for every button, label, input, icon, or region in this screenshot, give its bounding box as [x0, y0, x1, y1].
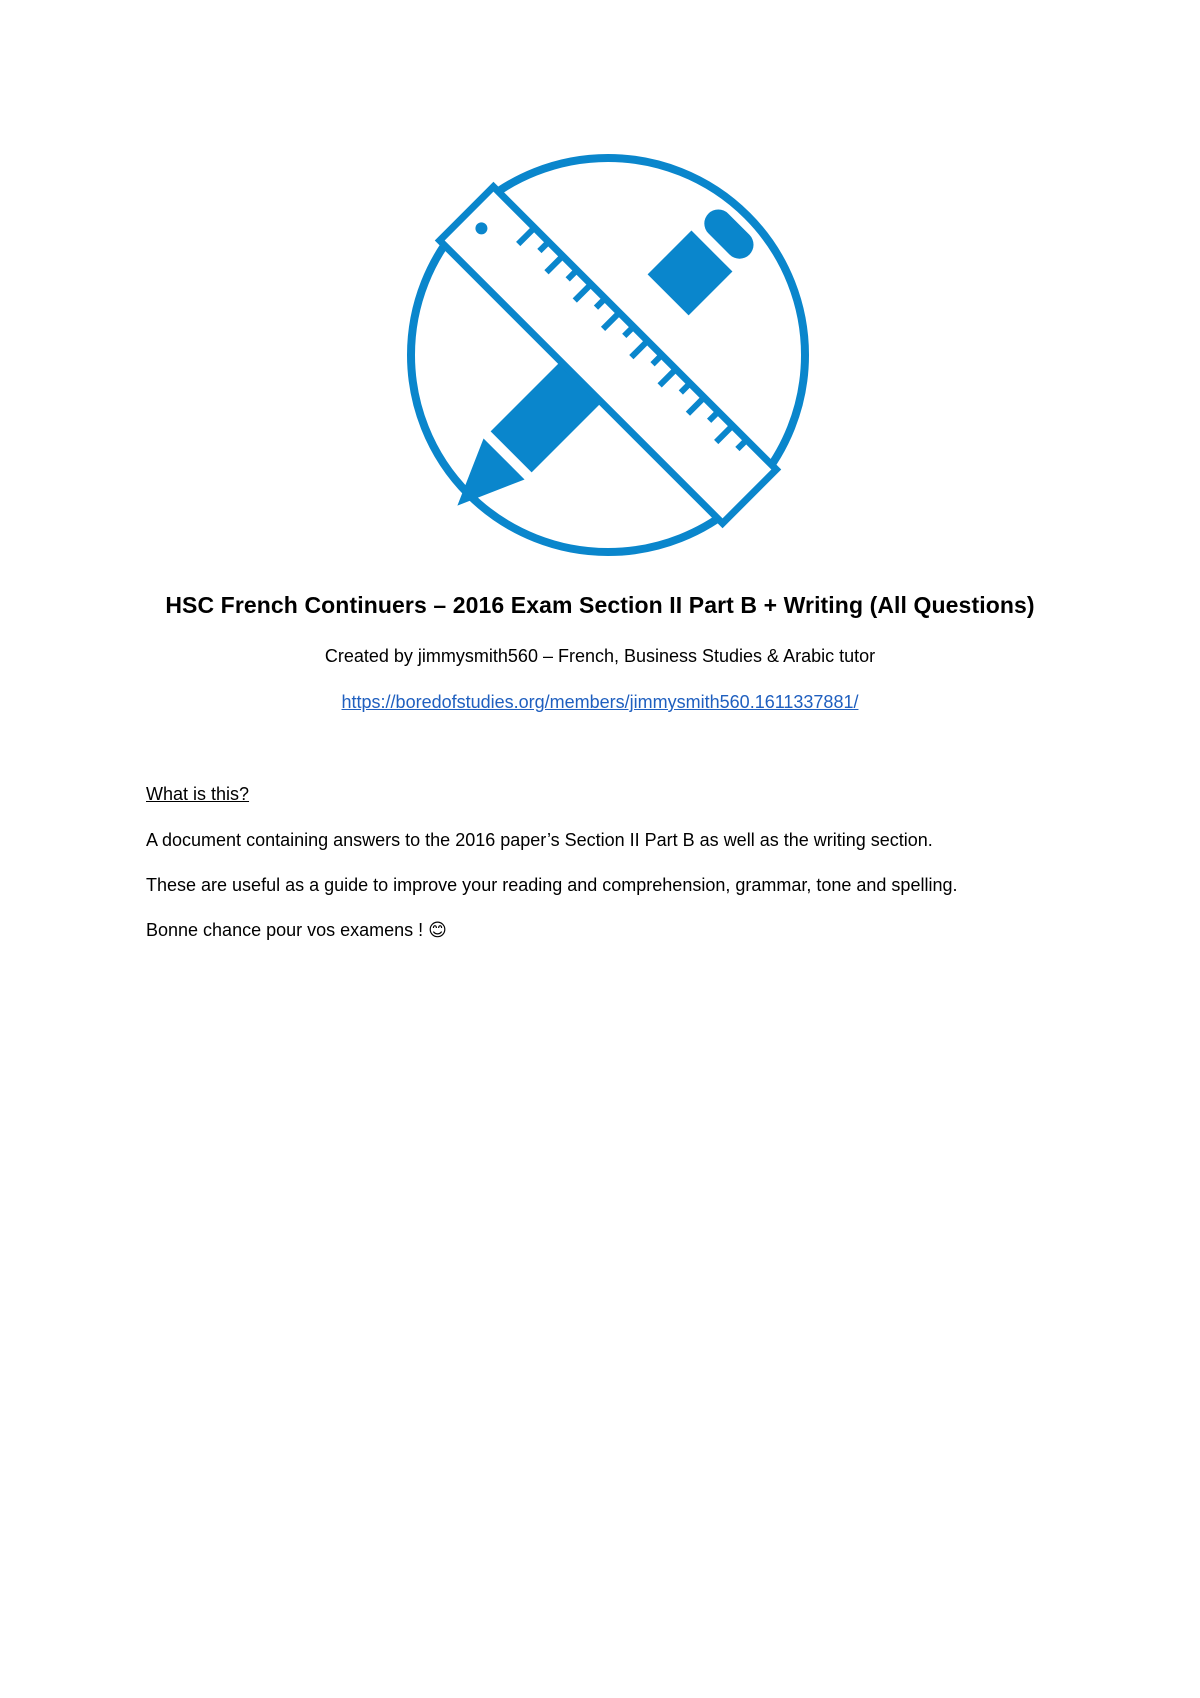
section-heading: What is this?: [146, 784, 250, 804]
paragraph-3: Bonne chance pour vos examens ! 😊: [146, 920, 447, 940]
profile-link[interactable]: https://boredofstudies.org/members/jimmysmith560.1611337881/: [341, 692, 859, 712]
paragraph-2: These are useful as a guide to improve your reading and comprehension, grammar, tone and spelling.: [146, 875, 958, 895]
author-byline: Created by jimmysmith560 – French, Business Studies & Arabic tutor: [324, 646, 876, 666]
pencil-and-ruler-icon: [403, 150, 813, 560]
document-title: HSC French Continuers – 2016 Exam Section II Part B + Writing (All Questions): [165, 592, 1035, 618]
paragraph-1: A document containing answers to the 2016 paper’s Section II Part B as well as the writing section.: [146, 830, 933, 850]
profile-link-line: [0, 692, 1200, 713]
